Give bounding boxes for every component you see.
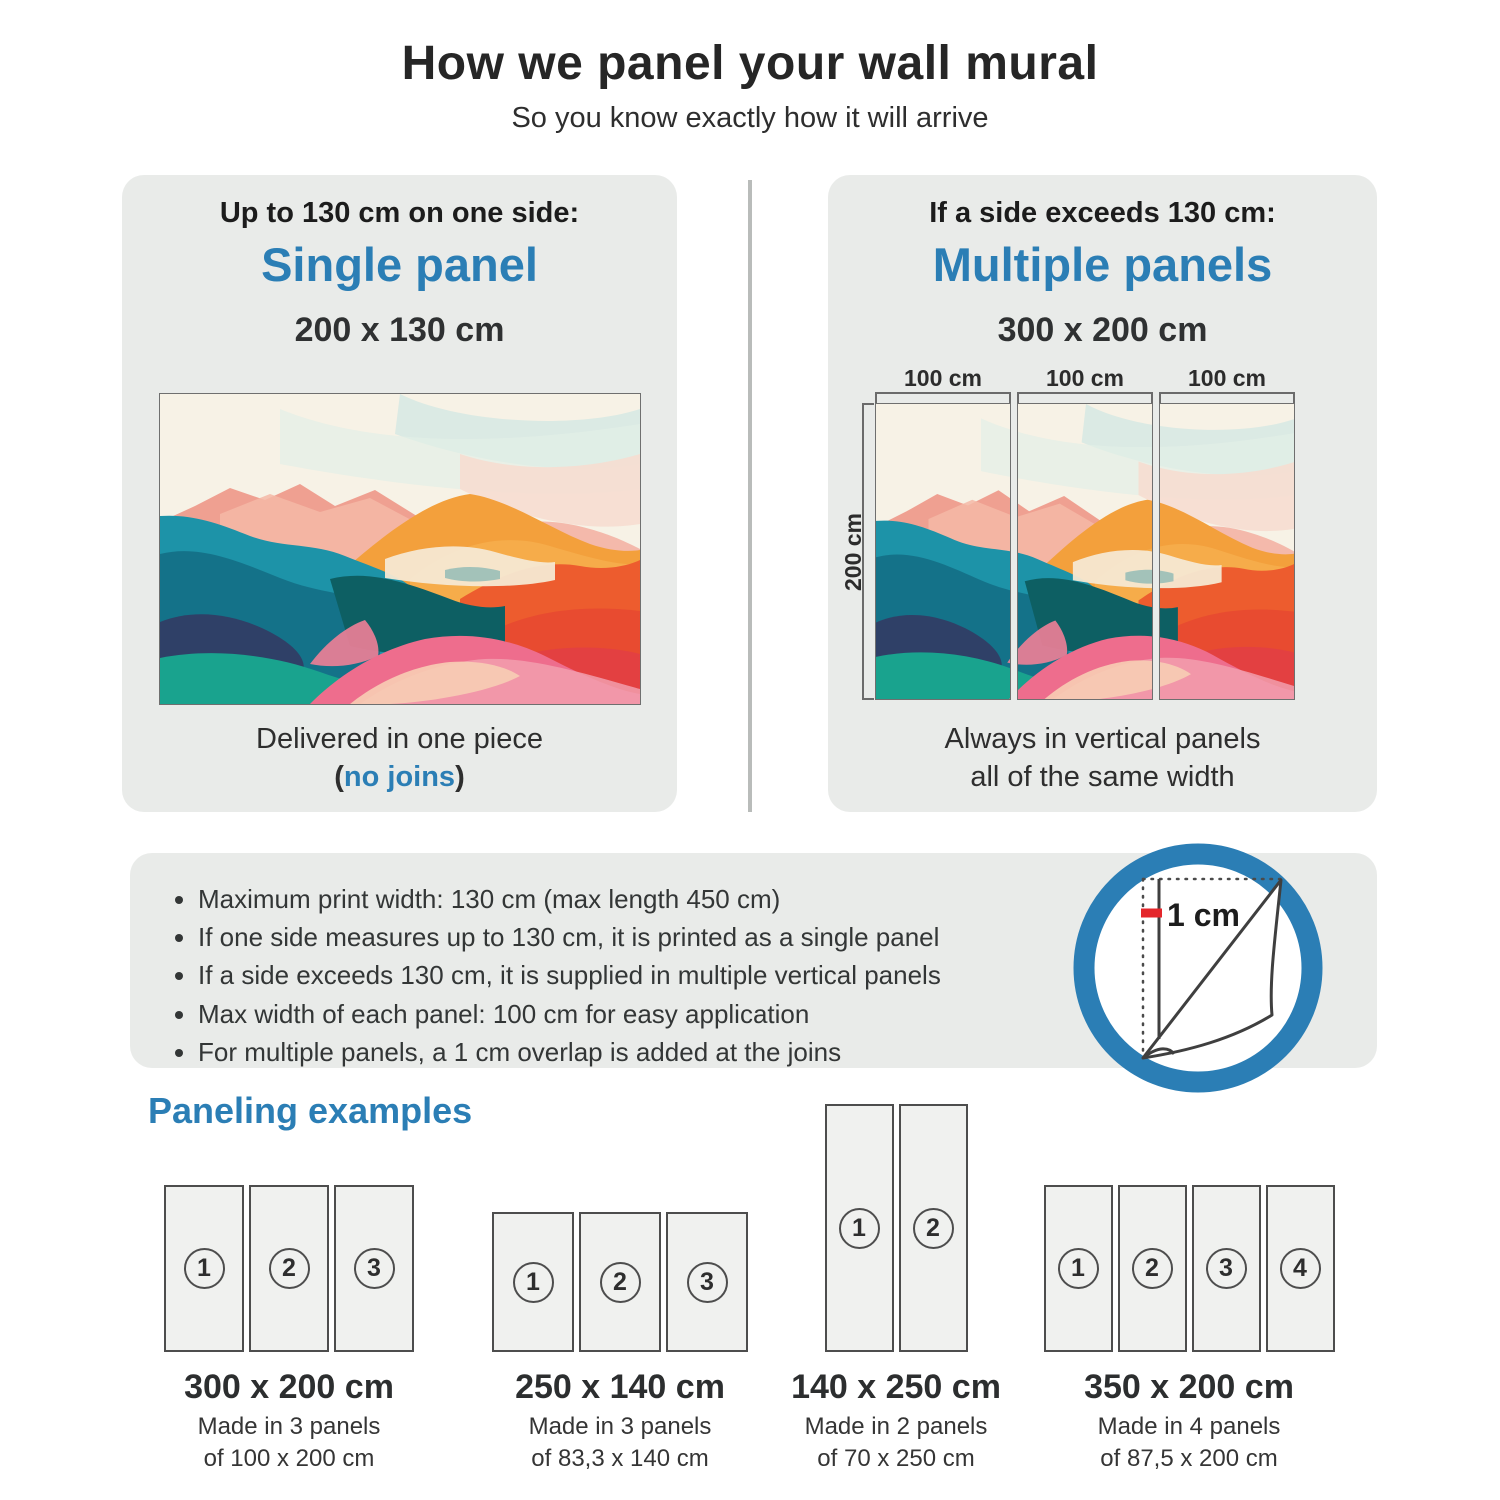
panel-1 [1044, 1185, 1113, 1352]
panel-number-badge: 1 [1058, 1248, 1099, 1289]
single-panel-size: 200 x 130 cm [294, 311, 505, 349]
watercolor-mural-art [876, 404, 1011, 700]
panel-2 [249, 1185, 329, 1352]
example-140x250 [766, 1102, 1026, 1476]
info-bullet: • If a side exceeds 130 cm, it is supplied in multiple vertical panels [198, 960, 1377, 991]
panel-row [766, 1102, 1026, 1352]
panel-1 [164, 1185, 244, 1352]
single-panel-footer: Delivered in one piece [256, 723, 543, 755]
panel-number-badge: 3 [354, 1248, 395, 1289]
info-bullet: • If one side measures up to 130 cm, it is printed as a single panel [198, 922, 1377, 953]
multiple-panels-card [828, 175, 1377, 812]
single-panel-condition: Up to 130 cm on one side: [219, 197, 580, 229]
panel-number-badge: 1 [184, 1248, 225, 1289]
panel-2 [899, 1104, 968, 1352]
mural-panel-2 [1017, 403, 1153, 700]
example-caption: of 70 x 250 cm [817, 1445, 975, 1473]
panel-number-badge: 2 [913, 1208, 954, 1249]
no-joins-highlight: no joins [343, 761, 456, 793]
height-label: 200 cm [840, 513, 866, 592]
panel-3 [1192, 1185, 1261, 1352]
single-panel-card [122, 175, 677, 812]
panel-number-badge: 3 [687, 1262, 728, 1303]
panel-row [124, 1102, 454, 1352]
panel-number-badge: 2 [1132, 1248, 1173, 1289]
example-caption: Made in 2 panels [804, 1413, 988, 1440]
panel-2 [1118, 1185, 1187, 1352]
info-bullet: • For multiple panels, a 1 cm overlap is added at the joins [198, 1037, 1377, 1068]
example-caption: of 87,5 x 200 cm [1100, 1445, 1278, 1473]
example-caption: of 83,3 x 140 cm [531, 1445, 709, 1473]
panel-3 [666, 1212, 748, 1352]
example-caption: Made in 3 panels [528, 1413, 712, 1440]
single-panel-footer-joins [122, 761, 677, 794]
multiple-panels-footer-1: Always in vertical panels [944, 723, 1261, 755]
width-label-1: 100 cm [903, 365, 982, 391]
page-curl-icon [1073, 843, 1323, 1093]
info-bullet: • Maximum print width: 130 cm (max length 450 cm) [198, 884, 1377, 915]
page-subtitle: So you know exactly how it will arrive [511, 102, 989, 134]
panel-row [455, 1102, 785, 1352]
width-label-3: 100 cm [1187, 365, 1266, 391]
single-panel-mural-image [159, 393, 641, 705]
card-divider [748, 180, 752, 812]
panel-row [1014, 1102, 1364, 1352]
width-label-2: 100 cm [1045, 365, 1124, 391]
example-caption: Made in 4 panels [1097, 1413, 1281, 1440]
multiple-panels-title: Multiple panels [932, 238, 1273, 291]
panel-number-badge: 1 [513, 1262, 554, 1303]
panel-3 [334, 1185, 414, 1352]
paren-open: ( [334, 761, 344, 793]
panel-number-badge: 3 [1206, 1248, 1247, 1289]
example-caption: of 100 x 200 cm [203, 1445, 375, 1473]
panel-2 [579, 1212, 661, 1352]
watercolor-mural-art [1017, 404, 1153, 700]
panel-number-badge: 2 [600, 1262, 641, 1303]
panel-number-badge: 4 [1280, 1248, 1321, 1289]
example-caption: Made in 3 panels [197, 1413, 381, 1440]
panel-number-badge: 1 [839, 1208, 880, 1249]
multiple-panels-condition: If a side exceeds 130 cm: [929, 197, 1276, 229]
paneling-examples-heading: Paneling examples [148, 1090, 473, 1131]
overlap-label: 1 cm [1167, 897, 1240, 933]
multiple-panels-mural-image [875, 403, 1295, 700]
panel-number-badge: 2 [269, 1248, 310, 1289]
info-bullet: • Max width of each panel: 100 cm for easy application [198, 999, 1377, 1030]
paren-close: ) [455, 761, 465, 793]
watercolor-mural-art [160, 394, 640, 704]
watercolor-mural-art [1159, 404, 1295, 700]
example-size: 250 x 140 cm [515, 1368, 725, 1406]
mural-panel-3 [1159, 403, 1295, 700]
example-350x200 [1014, 1102, 1364, 1476]
panel-1 [492, 1212, 574, 1352]
example-300x200 [124, 1102, 454, 1476]
overlap-badge [1073, 843, 1323, 1093]
multiple-panels-size: 300 x 200 cm [997, 311, 1208, 349]
panel-4 [1266, 1185, 1335, 1352]
example-size: 350 x 200 cm [1084, 1368, 1294, 1406]
multiple-panels-footer-2: all of the same width [970, 761, 1235, 793]
mural-panel-1 [875, 403, 1011, 700]
example-size: 140 x 250 cm [791, 1368, 1001, 1406]
single-panel-title: Single panel [261, 238, 538, 291]
example-250x140 [455, 1102, 785, 1476]
example-size: 300 x 200 cm [184, 1368, 394, 1406]
page-title: How we panel your wall mural [401, 37, 1099, 90]
panel-1 [825, 1104, 894, 1352]
